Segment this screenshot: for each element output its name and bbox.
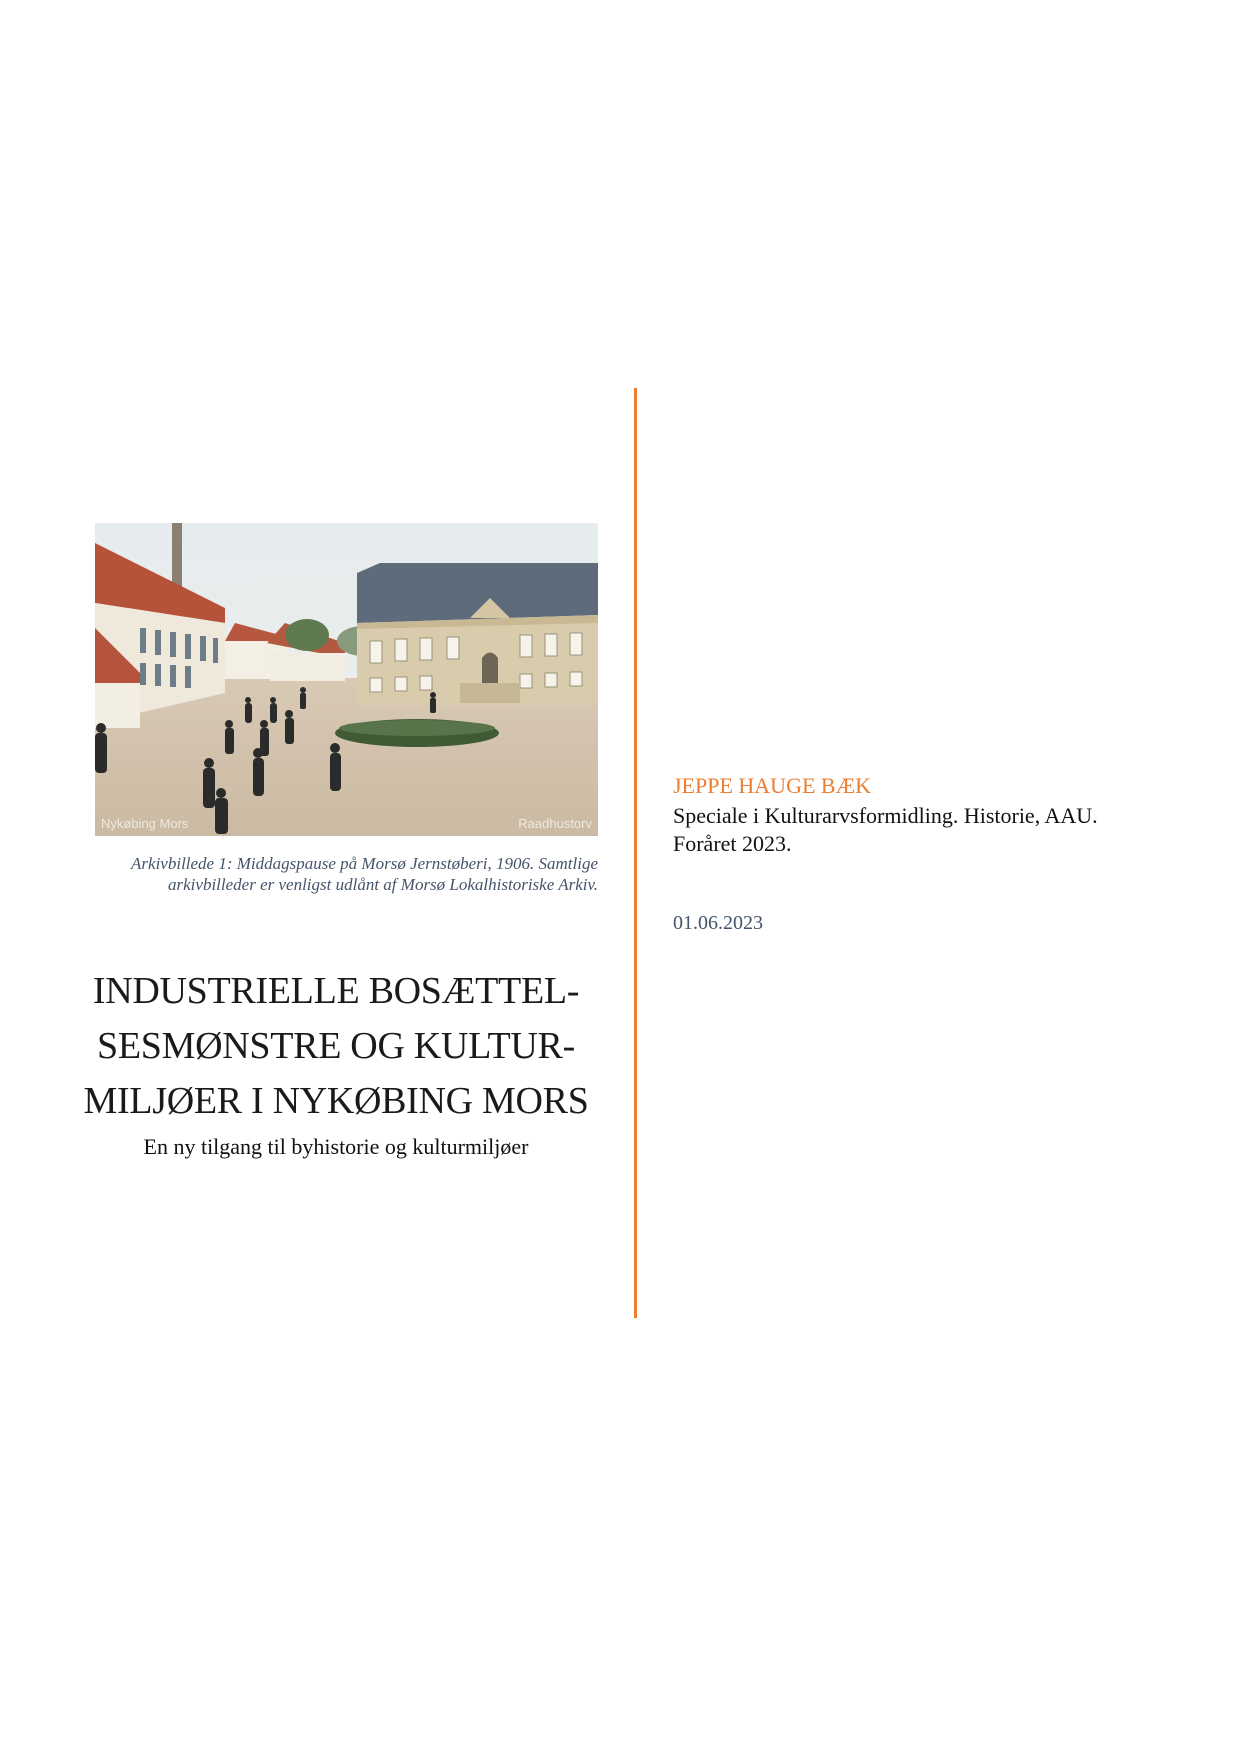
- title-line-2: SESMØNSTRE OG KULTUR-: [97, 1025, 575, 1067]
- vertical-divider: [634, 388, 637, 1318]
- description-line-1: Speciale i Kulturarvsformidling. Historie, AAU.: [673, 803, 1098, 828]
- photo-overlay-right: Raadhustorv: [518, 816, 592, 831]
- photo-caption: [60, 853, 598, 895]
- author-name: JEPPE HAUGE BÆK: [673, 773, 872, 798]
- cover-photo: [95, 523, 598, 836]
- caption-line-1: Arkivbillede 1: Middagspause på Morsø Jernstøberi, 1906. Samtlige: [131, 854, 598, 873]
- document-title: [62, 964, 610, 1129]
- caption-line-2: arkivbilleder er venligst udlånt af Morsø Lokalhistoriske Arkiv.: [168, 875, 598, 894]
- description-line-2: Foråret 2023.: [673, 831, 792, 856]
- title-line-1: INDUSTRIELLE BOSÆTTEL-: [92, 970, 580, 1012]
- title-line-3: MILJØER I NYKØBING MORS: [83, 1080, 589, 1122]
- photo-overlay-left: Nykøbing Mors: [101, 816, 189, 831]
- document-subtitle: En ny tilgang til byhistorie og kulturmiljøer: [143, 1134, 529, 1159]
- document-date: 01.06.2023: [673, 912, 763, 934]
- thesis-description: [673, 802, 1193, 858]
